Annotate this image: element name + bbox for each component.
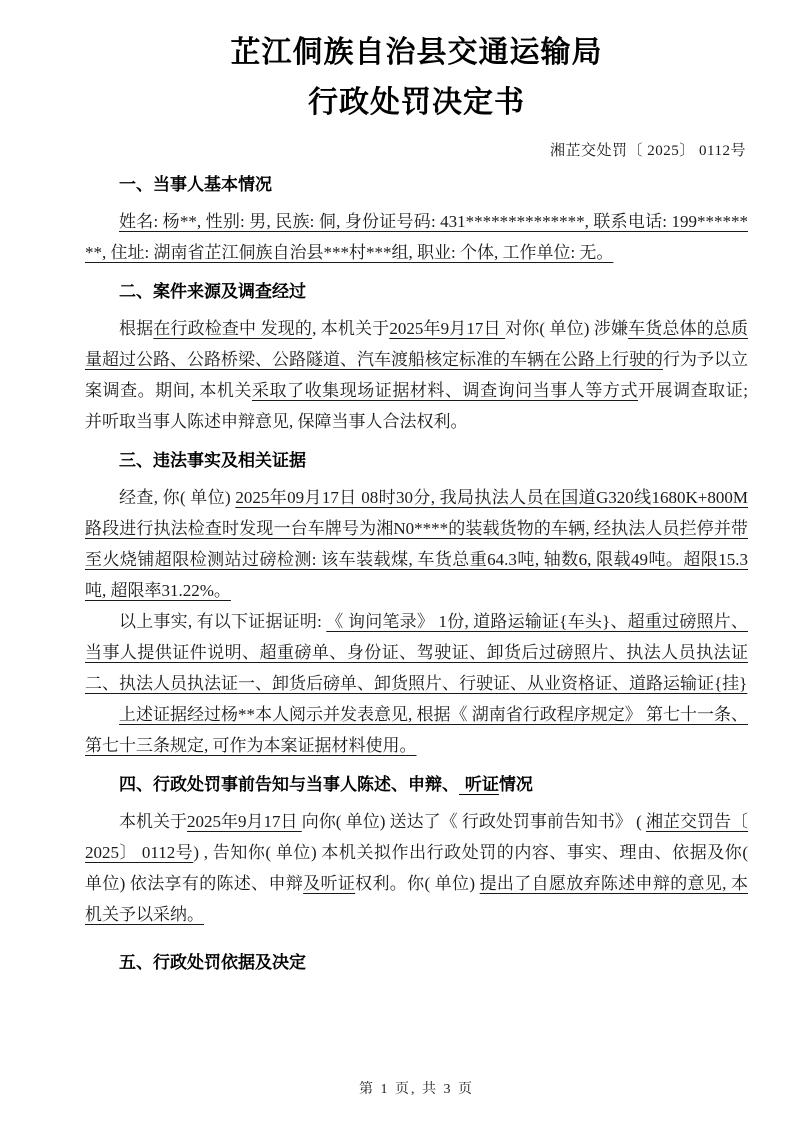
heading-segment: 五、行政处罚依据及决定 — [119, 953, 306, 973]
section-2-paragraph-case-origin — [85, 313, 748, 437]
text-segment: 经查, 你( 单位) — [119, 488, 236, 507]
text-segment: , 本机关于 — [312, 319, 390, 338]
text-segment: 2025年9月17日 — [187, 812, 302, 831]
section-4-paragraph-notification — [85, 806, 748, 930]
text-segment: 开展调查取证; 并听取当事人陈述申辩意见, 保障当事人合法权利。 — [85, 381, 749, 431]
text-segment: ) , 告知你( 单位) 本机关拟作出行政处罚的内容、事实、理由、依据及你( 单位) 依法享有的陈述、申辩 — [85, 843, 748, 893]
heading-segment: 听证 — [459, 775, 499, 795]
section-2-heading — [85, 277, 748, 308]
text-segment: 对你( 单位) 涉嫌 — [505, 319, 629, 338]
section-1-paragraph-party-info — [85, 206, 748, 268]
text-segment: 《 询问笔录》 1份, 道路运输证{车头}、超重过磅照片、当事人提供证件说明、超重磅单、身份证、驾驶证、卸货后过磅照片、执法人员执法证二、执法人员执法证一、卸货后磅单、卸货照片、行驶证、从业资格证、道路运输证{挂} — [85, 612, 748, 693]
text-segment: 2025年09月17日 08时30分, 我局执法人员在国道G320线1680K+800M路段进行执法检查时发现一台车牌号为湘N0****的装载货物的车辆, 经执法人员拦停并带至火烧铺超限检测站过磅检测: 该车装载煤, 车货总重64.3吨, 轴数6, 限载49吨。超限15.3吨, 超限率31.22%。 — [85, 488, 748, 600]
text-segment: 本机关于 — [119, 812, 188, 831]
text-segment: 2025年9月17日 — [389, 319, 506, 338]
heading-segment: 四、行政处罚事前告知与当事人陈述、申辩、 — [119, 775, 459, 795]
text-segment: 及听证 — [303, 874, 356, 893]
document-title-line1: 芷江侗族自治县交通运输局 — [230, 35, 603, 70]
section-5-heading — [85, 948, 748, 979]
heading-segment: 一、当事人基本情况 — [119, 175, 272, 195]
section-1-heading — [85, 170, 748, 201]
section-3-paragraph-facts — [85, 482, 748, 606]
text-segment: 在行政检查中 发现的 — [153, 319, 313, 338]
heading-segment: 二、案件来源及调查经过 — [119, 282, 306, 302]
section-3-paragraph-evidence-review — [85, 699, 748, 761]
document-title-line2: 行政处罚决定书 — [308, 84, 525, 120]
text-segment: 湘芷交罚告〔 2025〕 0112号 — [85, 812, 749, 862]
text-segment: 以上事实, 有以下证据证明: — [119, 612, 327, 631]
section-3-paragraph-evidence-list — [85, 606, 748, 699]
text-segment: 上述证据经过杨**本人阅示并发表意见, 根据《 湖南省行政程序规定》 第七十一条、第七十三条规定, 可作为本案证据材料使用。 — [85, 705, 748, 755]
text-segment: 姓名: 杨**, 性别: 男, 民族: 侗, 身份证号码: 431**************, 联系电话: 199********, 住址: 湖南省芷江侗族自治县***村***组, 职业: 个体, 工作单位: 无。 — [85, 212, 748, 262]
page-number-footer: 第 1 页, 共 3 页 — [359, 1082, 474, 1097]
heading-segment: 三、违法事实及相关证据 — [119, 451, 306, 471]
text-segment: 向你( 单位) 送达了《 行政处罚事前告知书》 ( — [301, 812, 647, 831]
section-3-heading — [85, 446, 748, 477]
text-segment: 提出了自愿放弃陈述申辩的意见, 本机关予以采纳。 — [85, 874, 748, 924]
text-segment: 采取了收集现场证据材料、调查询问当事人等方式 — [251, 381, 638, 400]
text-segment: 行为予以立案调查。期间, 本机关 — [85, 350, 748, 400]
text-segment: 车货总体的总质量超过公路、公路桥梁、公路隧道、汽车渡船核定标准的车辆在公路上行驶的 — [85, 319, 749, 369]
document-number: 湘芷交处罚〔 2025〕 0112号 — [550, 143, 746, 159]
text-segment: 根据 — [119, 319, 154, 338]
section-4-heading — [85, 770, 748, 801]
text-segment: 权利。你( 单位) — [355, 874, 480, 893]
heading-segment: 情况 — [498, 775, 533, 795]
